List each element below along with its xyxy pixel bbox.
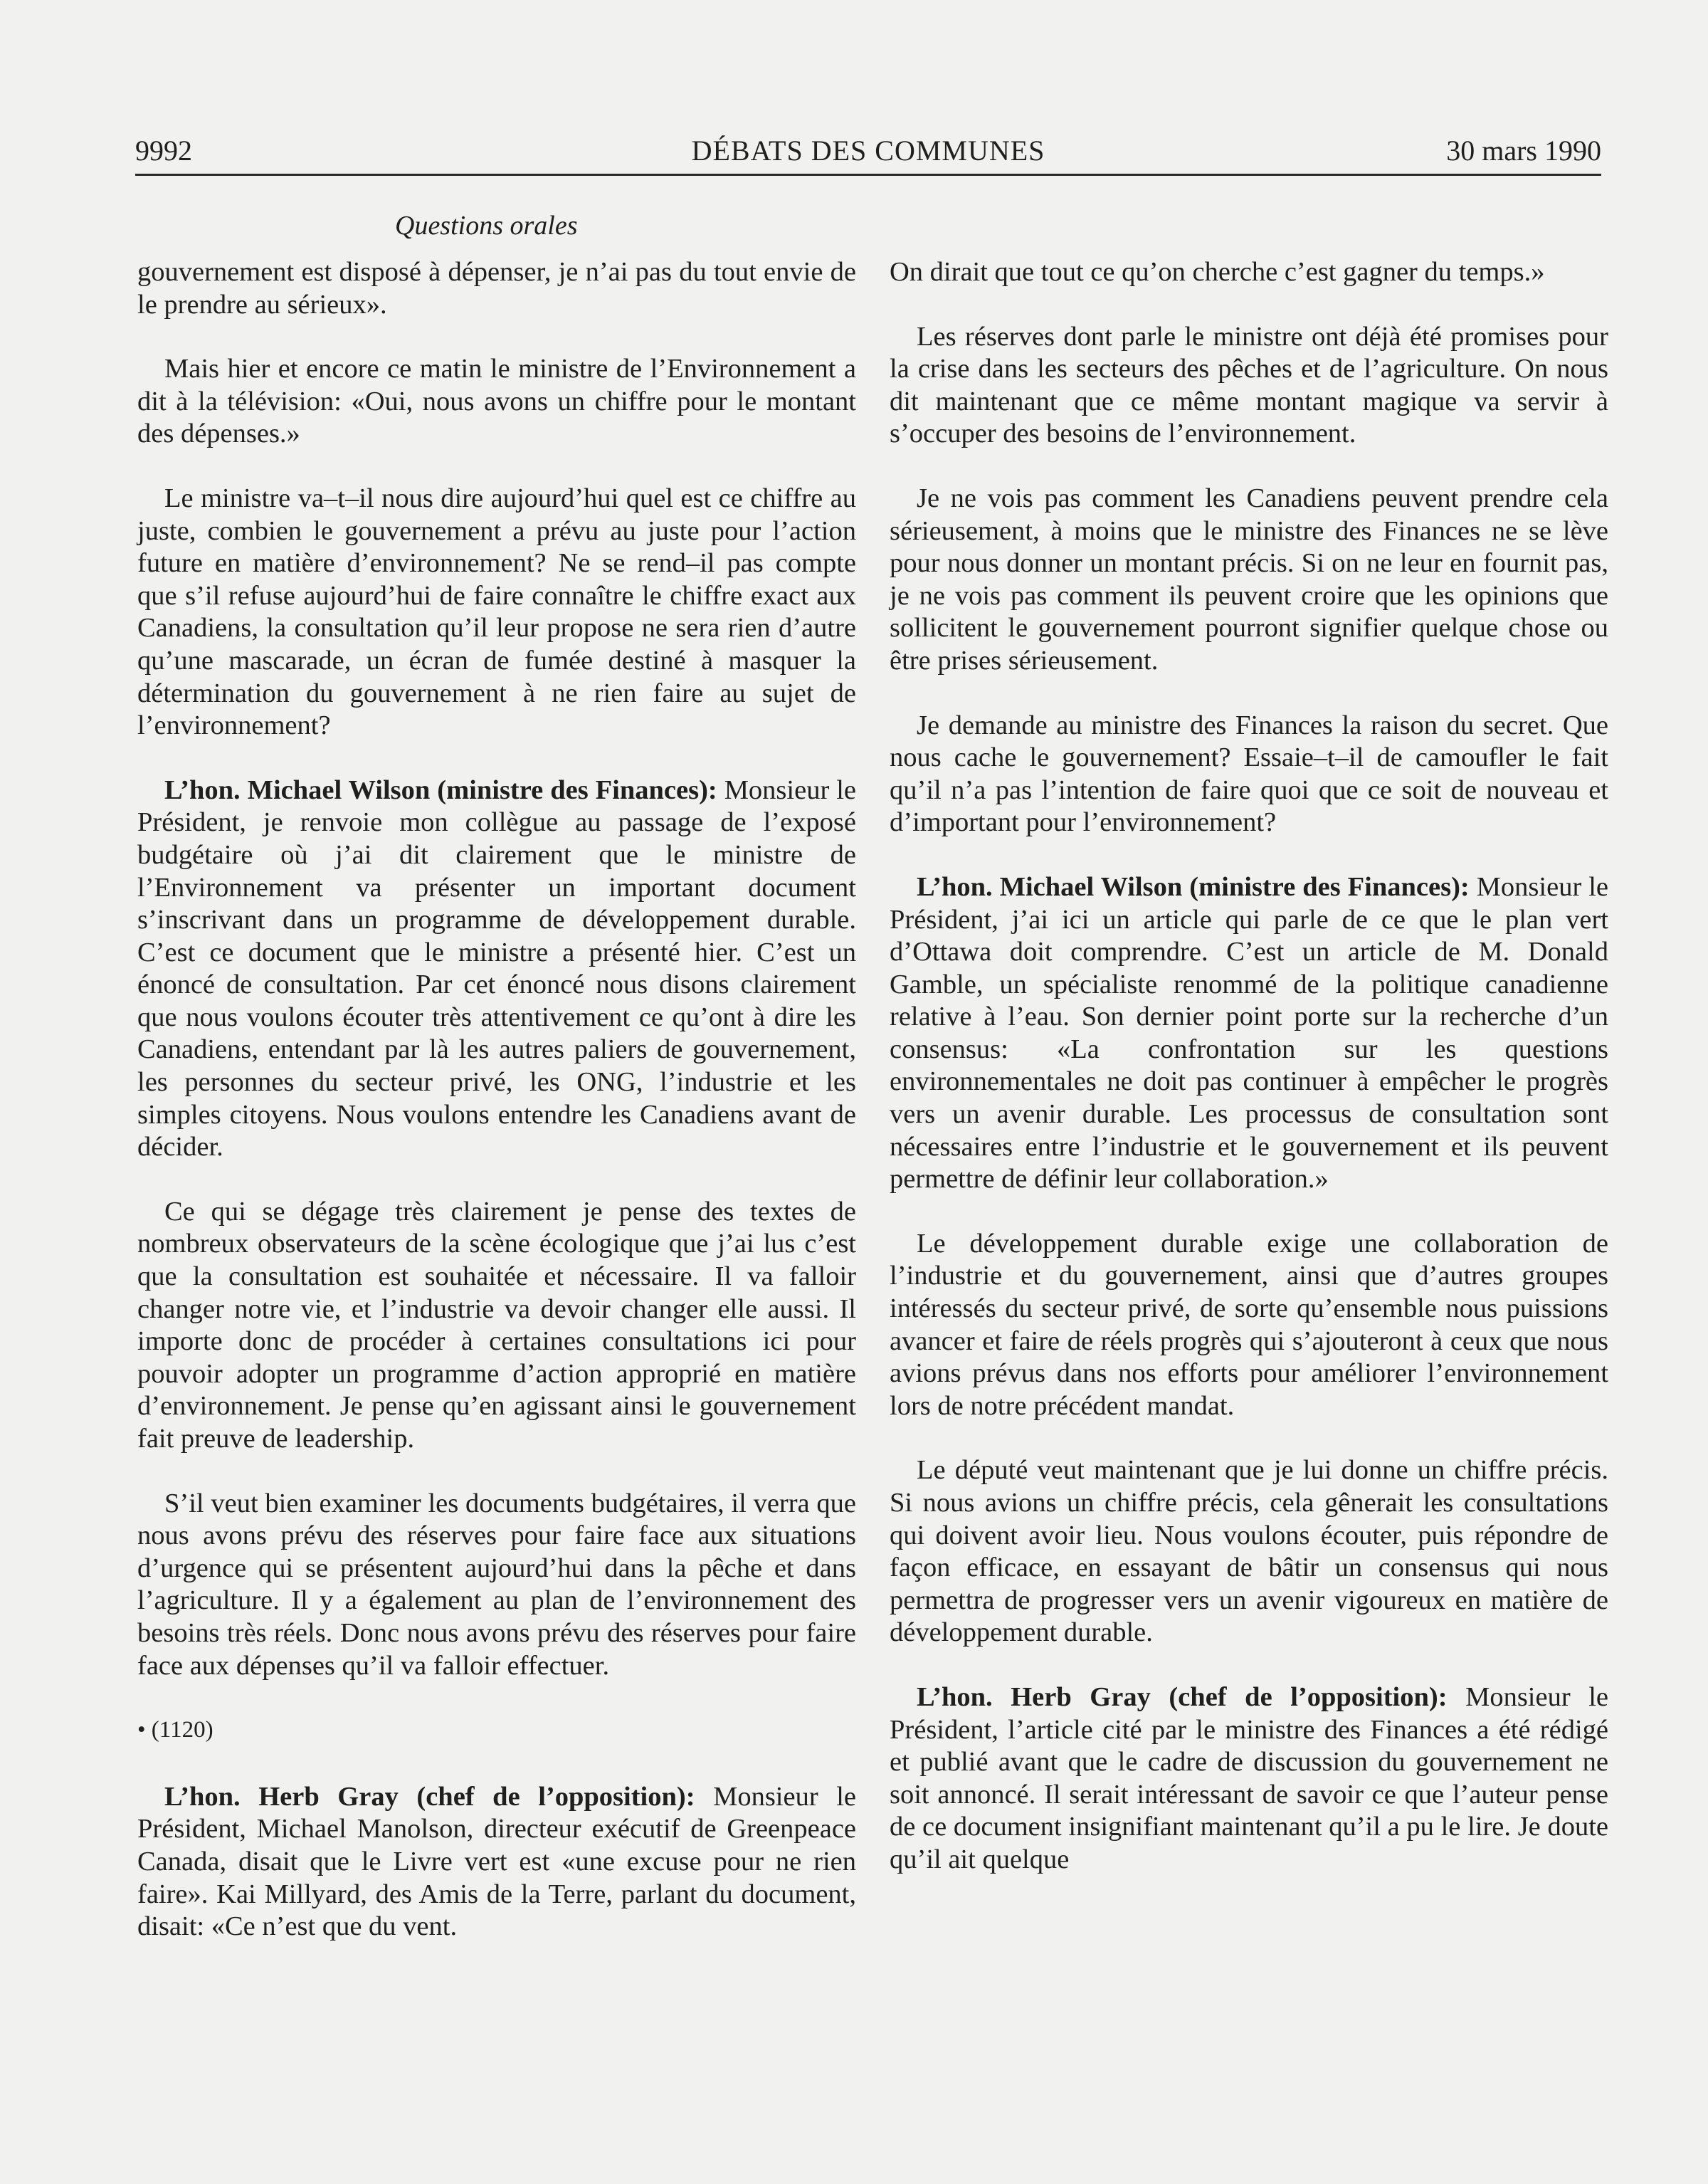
speaker-name: L’hon. Michael Wilson (ministre des Finances): [164, 775, 717, 805]
paragraph: gouvernement est disposé à dépenser, je n’ai pas du tout envie de le prendre au sérieux». [137, 257, 856, 320]
paragraph: Je demande au ministre des Finances la raison du secret. Que nous cache le gouvernement? Essaie–t–il de camoufler le fait qu’il n’a pas l’intention de faire quoi que ce soit de nouveau et d’important pour l’environnement? [890, 710, 1608, 838]
speaker-name: L’hon. Herb Gray (chef de l’opposition): [164, 1781, 695, 1812]
paragraph: Le développement durable exige une collaboration de l’industrie et du gouvernement, ainsi que d’autres groupes intéressés du secteur privé, de sorte qu’ensemble nous puissions avancer et faire de réels progrès qui s’ajouteront à ceux que nous avions prévus dans nos efforts pour améliorer l’environnement lors de notre précédent mandat. [890, 1228, 1608, 1421]
paragraph: On dirait que tout ce qu’on cherche c’est gagner du temps.» [890, 257, 1545, 287]
speech-paragraph [137, 1781, 856, 1943]
speech-text: Monsieur le Président, l’article cité par le ministre des Finances a été rédigé et publié avant que le cadre de discussion du gouvernement ne soit annoncé. Il serait intéressant de savoir ce que l’auteur pense de ce document insignifiant maintenant qu’il a pu le lire. Je doute qu’il ait quelque [890, 1681, 1608, 1874]
speech-text: Monsieur le Président, Michael Manolson, directeur exécutif de Greenpeace Canada, disait que le Livre vert est «une excuse pour ne rien faire». Kai Millyard, des Amis de la Terre, parlant du document, disait: «Ce n’est que du vent. [137, 1781, 856, 1942]
publication-title: DÉBATS DES COMMUNES [691, 135, 1045, 167]
speech-text: Monsieur le Président, je renvoie mon collègue au passage de l’exposé budgétaire où j’ai dit clairement que le ministre de l’Environnement va présenter un important document s’inscrivant dans un programme de développement durable. C’est ce document que le ministre a présenté hier. C’est un énoncé de consultation. Par cet énoncé nous disons clairement que nous voulons écouter très attentivement ce qu’ont à dire les Canadiens, entendant par là les autres paliers de gouvernement, les personnes du secteur privé, les ONG, l’industrie et les simples citoyens. Nous voulons entendre les Canadiens avant de décider. [137, 775, 857, 1162]
speech-paragraph [890, 1681, 1608, 1876]
paragraph: Ce qui se dégage très clairement je pense des textes de nombreux observateurs de la scène écologique que j’ai lus c’est que la consultation est souhaitée et nécessaire. Il va falloir changer notre vie, et l’industrie va devoir changer elle aussi. Il importe donc de procéder à certaines consultations ici pour pouvoir adopter un programme d’action approprié en matière d’environnement. Je pense qu’en agissant ainsi le gouvernement fait preuve de leadership. [137, 1196, 856, 1454]
paragraph: Mais hier et encore ce matin le ministre de l’Environnement a dit à la télévision: «Oui, nous avons un chiffre pour le montant des dépenses.» [137, 354, 856, 449]
speech-paragraph [137, 775, 856, 1164]
section-title: Questions orales [395, 211, 578, 241]
speaker-name: L’hon. Herb Gray (chef de l’opposition): [917, 1681, 1448, 1712]
page-number: 9992 [135, 135, 192, 167]
paragraph: Le ministre va–t–il nous dire aujourd’hui quel est ce chiffre au juste, combien le gouvernement a prévu au juste pour l’action future en matière d’environnement? Ne se rend–il pas compte que s’il refuse aujourd’hui de faire connaître le chiffre exact aux Canadiens, la consultation qu’il leur propose ne sera rien d’autre qu’une mascarade, un écran de fumée destiné à masquer la détermination du gouvernement à ne rien faire au sujet de l’environnement? [137, 483, 856, 741]
right-column [890, 256, 1608, 1909]
paragraph: Le député veut maintenant que je lui donne un chiffre précis. Si nous avions un chiffre précis, cela gênerait les consultations qui doivent avoir lieu. Nous voulons écouter, puis répondre de façon efficace, en essayant de bâtir un consensus qui nous permettra de progresser vers un avenir vigoureux en matière de développement durable. [890, 1455, 1608, 1648]
speaker-name: L’hon. Michael Wilson (ministre des Finances): [917, 871, 1470, 902]
page-header [135, 134, 1601, 176]
paragraph: S’il veut bien examiner les documents budgétaires, il verra que nous avons prévu des réserves pour faire face aux situations d’urgence qui se présentent aujourd’hui dans la pêche et dans l’agriculture. Il y a également au plan de l’environnement des besoins très réels. Donc nous avons prévu des réserves pour faire face aux dépenses qu’il va falloir effectuer. [137, 1488, 856, 1681]
time-marker: • (1120) [137, 1717, 214, 1743]
speech-paragraph [890, 871, 1608, 1196]
paragraph: Je ne vois pas comment les Canadiens peuvent prendre cela sérieusement, à moins que le ministre des Finances ne se lève pour nous donner un montant précis. Si on ne leur en fournit pas, je ne vois pas comment ils peuvent croire que les opinions que sollicitent le gouvernement pourront signifier quelque chose ou être prises sérieusement. [890, 483, 1608, 676]
publication-date: 30 mars 1990 [1446, 135, 1601, 167]
left-column [137, 256, 856, 1975]
speech-text: Monsieur le Président, j’ai ici un article qui parle de ce que le plan vert d’Ottawa doit comprendre. C’est un article de M. Donald Gamble, un spécialiste renommé de la politique canadienne relative à l’eau. Son dernier point porte sur la recherche d’un consensus: «La confrontation sur les questions environnementales ne doit pas continuer à empêcher le progrès vers un avenir durable. Les processus de consultation sont nécessaires entre l’industrie et le gouvernement et ils peuvent permettre de définir leur collaboration.» [890, 871, 1609, 1195]
paragraph: Les réserves dont parle le ministre ont déjà été promises pour la crise dans les secteurs des pêches et de l’agriculture. On nous dit maintenant que ce même montant magique va servir à s’occuper des besoins de l’environnement. [890, 321, 1608, 449]
